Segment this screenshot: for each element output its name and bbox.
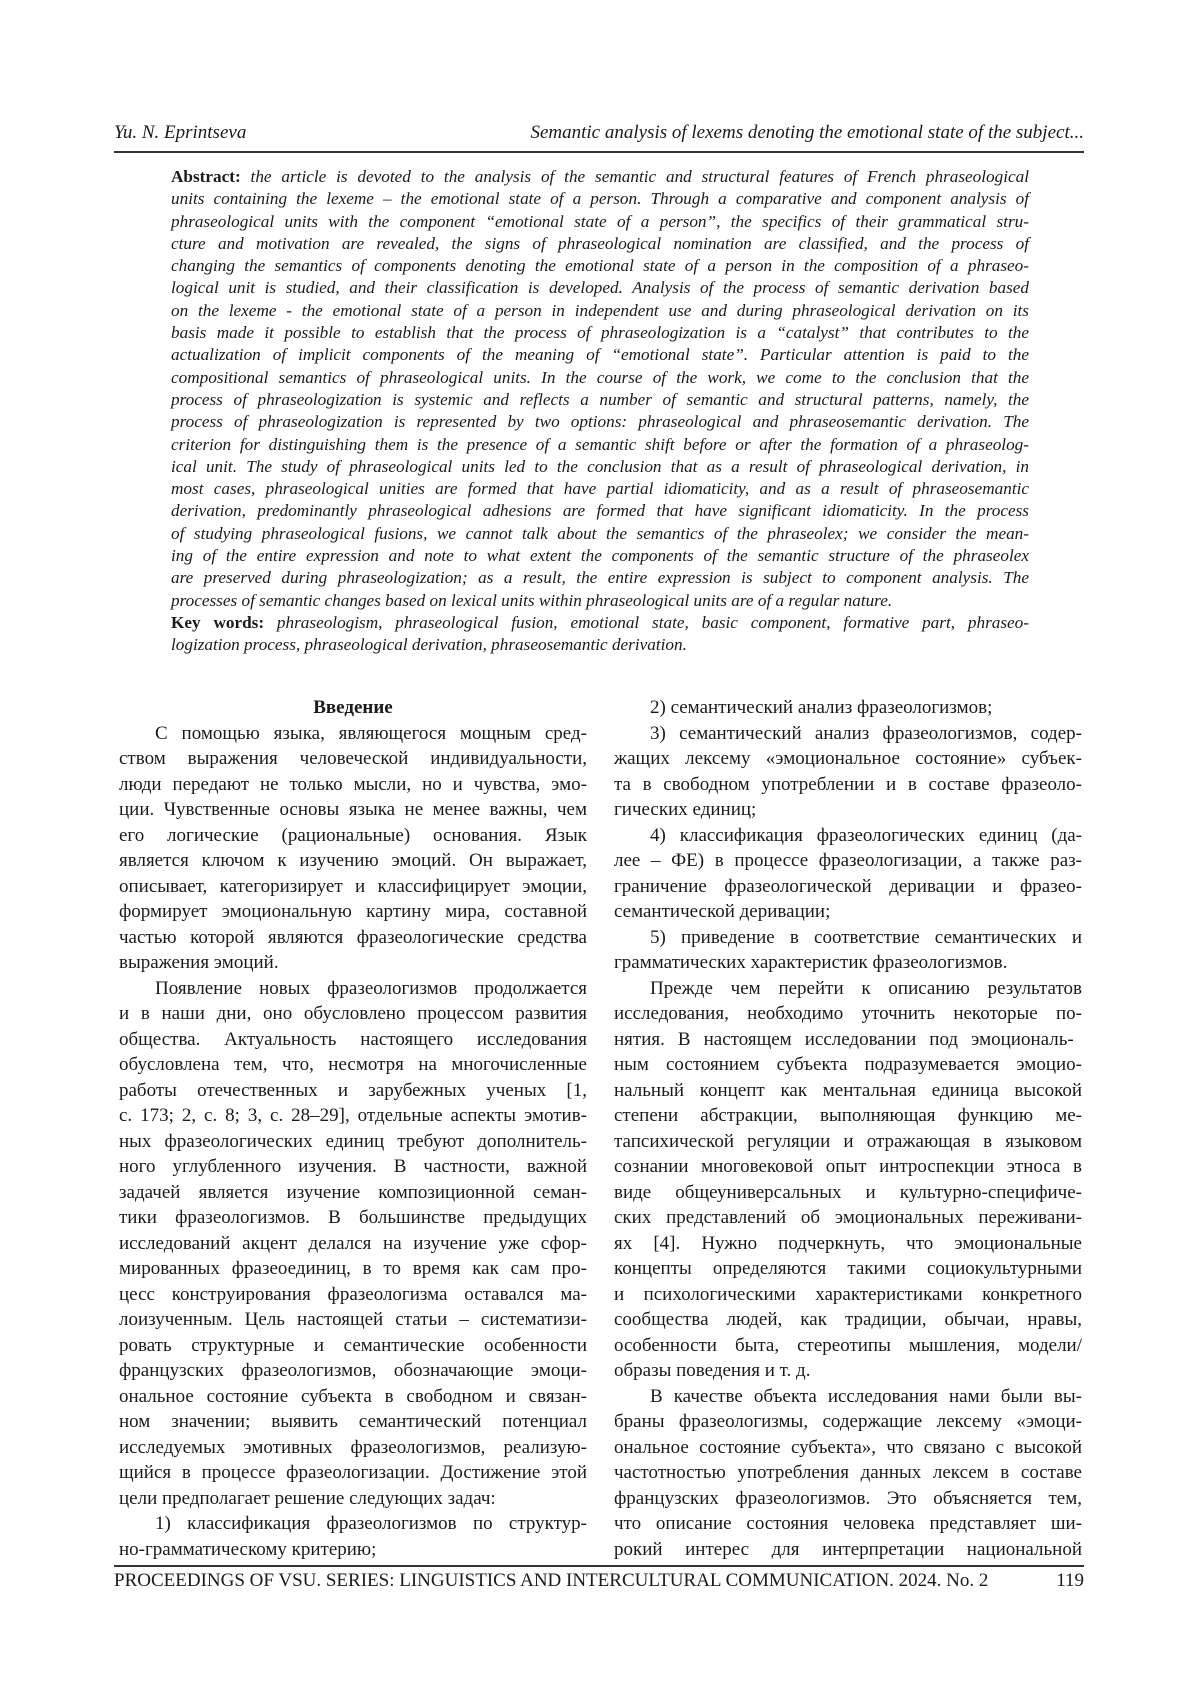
line-text: что описание состояния человека представляет ши-: [614, 1513, 1082, 1534]
keywords-line: [171, 612, 1029, 634]
line-text: и психологическими характеристиками конкретного: [614, 1284, 1082, 1305]
abstract-line: [171, 300, 1029, 322]
line-text: образы поведения и т. д.: [614, 1360, 810, 1381]
abstract-line: [171, 211, 1029, 233]
paragraph-line: [614, 695, 1082, 721]
paragraph-line: [119, 721, 587, 747]
line-text: степени абстракции, выполняющая функцию ме-: [614, 1105, 1082, 1126]
abstract-line: [171, 344, 1029, 366]
paragraph-line: [119, 797, 587, 823]
line-text: phraseologism, phraseological fusion, emotional state, basic component, formative part, phraseo-: [277, 613, 1029, 632]
line-text: его логические (рациональные) основания. Язык: [119, 825, 587, 846]
running-head-author: Yu. N. Eprintseva: [114, 122, 246, 144]
line-text: ровать структурные и семантические особенности: [119, 1335, 587, 1356]
paragraph-line: [614, 1537, 1082, 1563]
line-text: В качестве объекта исследования нами были вы-: [650, 1386, 1082, 1407]
line-text: исследуемых эмотивных фразеологизмов, реализую-: [119, 1437, 587, 1458]
line-text: описывает, категоризирует и классифицирует эмоции,: [119, 876, 587, 897]
label: Abstract:: [171, 167, 241, 186]
paragraph-line: [119, 1129, 587, 1155]
line-text: ональное состояние субъекта в свободном и связан-: [119, 1386, 587, 1407]
line-text: ции. Чувственные основы языка не менее важны, чем: [119, 799, 587, 820]
paragraph-line: [119, 874, 587, 900]
abstract-line: [171, 188, 1029, 210]
paragraph-line: [119, 1154, 587, 1180]
paragraph-line: [614, 1154, 1082, 1180]
abstract-line: [171, 233, 1029, 255]
abstract-line: [171, 277, 1029, 299]
paragraph-line: [614, 1256, 1082, 1282]
line-text: исследования, необходимо уточнить некоторые по-: [614, 1003, 1082, 1024]
line-text: тики фразеологизмов. В большинстве предыдущих: [119, 1207, 587, 1228]
line-text: units containing the lexeme – the emotional state of a person. Through a comparative and component analysis of: [171, 189, 1029, 208]
paragraph-line: [119, 1256, 587, 1282]
line-text: logization process, phraseological derivation, phraseosemantic derivation.: [171, 635, 687, 654]
line-text: process of phraseologization is systemic and reflects a number of semantic and structural patterns, namely, the: [171, 390, 1029, 409]
paragraph-line: [119, 1333, 587, 1359]
paragraph-line: [614, 1460, 1082, 1486]
line-text: концепты определяются такими социокультурными: [614, 1258, 1082, 1279]
paragraph-line: [614, 1027, 1082, 1053]
line-text: ном значении; выявить семантический потенциал: [119, 1411, 587, 1432]
line-text: граничение фразеологической деривации и фразео-: [614, 876, 1082, 897]
abstract-line: [171, 434, 1029, 456]
line-text: лее – ФЕ) в процессе фразеологизации, а также раз-: [614, 850, 1082, 871]
line-text: compositional semantics of phraseological units. In the course of the work, we come to the conclusion that the: [171, 368, 1029, 387]
line-text: браны фразеологизмы, содержащие лексему «эмоци-: [614, 1411, 1082, 1432]
line-text: actualization of implicit components of the meaning of “emotional state”. Particular attention is paid to the: [171, 345, 1029, 364]
line-text: basis made it possible to establish that the process of phraseologization is a “catalyst” that contributes to the: [171, 323, 1029, 342]
line-text: и в наши дни, оно обусловлено процессом развития: [119, 1003, 587, 1024]
line-text: ным состоянием субъекта подразумевается эмоцио-: [614, 1054, 1082, 1075]
line-text: changing the semantics of components denoting the emotional state of a person in the composition of a phraseo-: [171, 256, 1029, 275]
line-text: лоизученным. Цель настоящей статьи – систематизи-: [119, 1309, 587, 1330]
abstract-line: [171, 367, 1029, 389]
paragraph-line: [614, 848, 1082, 874]
line-text: are preserved during phraseologization; as a result, the entire expression is subject to component analysis. The: [171, 568, 1029, 587]
abstract-line: [171, 166, 1029, 188]
paragraph-line: [614, 1052, 1082, 1078]
line-text: of studying phraseological fusions, we cannot talk about the semantics of the phraseolex; we consider the mean-: [171, 524, 1029, 543]
line-text: ством выражения человеческой индивидуальности,: [119, 748, 587, 769]
paragraph-line: [614, 1205, 1082, 1231]
line-text: тапсихической регуляции и отражающая в языковом: [614, 1131, 1082, 1152]
paragraph-line: [614, 1358, 1082, 1384]
abstract-line: [171, 500, 1029, 522]
paragraph-line: [119, 1001, 587, 1027]
abstract-line: [171, 456, 1029, 478]
line-text: цели предполагает решение следующих задач:: [119, 1488, 496, 1509]
line-text: частотностью употребления данных лексем в составе: [614, 1462, 1082, 1483]
paragraph-line: [119, 1027, 587, 1053]
line-text: сообщества людей, как традиции, обычаи, нравы,: [614, 1309, 1082, 1330]
line-text: особенности быта, стереотипы мышления, модели/: [614, 1335, 1082, 1356]
paragraph-line: [119, 1282, 587, 1308]
line-text: phraseological units with the component “emotional state of a person”, the specifics of their grammatical stru-: [171, 212, 1029, 231]
line-text: виде общеуниверсальных и культурно-специфиче-: [614, 1182, 1082, 1203]
paragraph-line: [614, 1511, 1082, 1537]
left-column: [119, 695, 587, 1562]
paragraph-line: [119, 1231, 587, 1257]
line-text: грамматических характеристик фразеологизмов.: [614, 952, 1007, 973]
paragraph-line: [119, 1205, 587, 1231]
line-text: формирует эмоциональную картину мира, составной: [119, 901, 587, 922]
paragraph-line: [614, 721, 1082, 747]
abstract-line: [171, 255, 1029, 277]
line-text: ного углубленного изучения. В частности, важной: [119, 1156, 587, 1177]
line-text: Прежде чем перейти к описанию результатов: [650, 978, 1082, 999]
line-text: ях [4]. Нужно подчеркнуть, что эмоциональные: [614, 1233, 1082, 1254]
paragraph-line: [119, 1537, 587, 1563]
section-heading: Введение: [119, 695, 587, 721]
line-text: задачей является изучение композиционной семан-: [119, 1182, 587, 1203]
line-text: criterion for distinguishing them is the presence of a semantic shift before or after the formation of a phraseolog-: [171, 435, 1029, 454]
paragraph-line: [119, 1052, 587, 1078]
paragraph-line: [614, 1129, 1082, 1155]
abstract-line: [171, 478, 1029, 500]
paragraph-line: [119, 1460, 587, 1486]
abstract-line: [171, 322, 1029, 344]
line-text: cture and motivation are revealed, the signs of phraseological nomination are classified, and the process of: [171, 234, 1029, 253]
line-text: Появление новых фразеологизмов продолжается: [155, 978, 587, 999]
paragraph-line: [614, 1307, 1082, 1333]
line-text: most cases, phraseological unities are formed that have partial idiomaticity, and as a result of phraseosemantic: [171, 479, 1029, 498]
line-text: общества. Актуальность настоящего исследования: [119, 1029, 587, 1050]
line-text: выражения эмоций.: [119, 952, 279, 973]
line-text: derivation, predominantly phraseological adhesions are formed that have significant idiomaticity. In the process: [171, 501, 1029, 520]
line-text: process of phraseologization is represented by two options: phraseological and phraseosemantic derivation. The: [171, 412, 1029, 431]
line-text: обусловлена тем, что, несмотря на многочисленные: [119, 1054, 587, 1075]
line-text: С помощью языка, являющегося мощным сред-: [155, 723, 587, 744]
line-text: исследований акцент делался на изучение уже сфор-: [119, 1233, 587, 1254]
paragraph-line: [614, 746, 1082, 772]
line-text: ональное состояние субъекта», что связано с высокой: [614, 1437, 1082, 1458]
paragraph-line: [614, 1282, 1082, 1308]
paragraph-line: [119, 1078, 587, 1104]
line-text: processes of semantic changes based on lexical units within phraseological units are of a regular nature.: [171, 591, 892, 610]
line-text: 5) приведение в соответствие семантических и: [650, 927, 1082, 948]
paragraph-line: [614, 874, 1082, 900]
paragraph-line: [119, 848, 587, 874]
line-text: on the lexeme - the emotional state of a person in independent use and during phraseological derivation on its: [171, 301, 1029, 320]
line-text: нятия. В настоящем исследовании под эмоциональ-: [614, 1029, 1074, 1050]
paragraph-line: [119, 823, 587, 849]
paragraph-line: [614, 950, 1082, 976]
line-text: жащих лексему «эмоциональное состояние» субъек-: [614, 748, 1082, 769]
line-text: 4) классификация фразеологических единиц (да-: [650, 825, 1082, 846]
paragraph-line: [119, 925, 587, 951]
line-text: французских фразеологизмов, обозначающие эмоци-: [119, 1360, 587, 1381]
paragraph-line: [119, 1409, 587, 1435]
paragraph-line: [119, 1486, 587, 1512]
paragraph-line: [614, 925, 1082, 951]
paragraph-line: [614, 797, 1082, 823]
paragraph-line: [614, 1231, 1082, 1257]
line-text: та в свободном употреблении и в составе фразеоло-: [614, 774, 1082, 795]
line-text: щийся в процессе фразеологизации. Достижение этой: [119, 1462, 587, 1483]
paragraph-line: [614, 1384, 1082, 1410]
abstract-line: [171, 545, 1029, 567]
line-text: ных фразеологических единиц требуют дополнитель-: [119, 1131, 587, 1152]
line-text: работы отечественных и зарубежных ученых [1,: [119, 1080, 587, 1101]
line-text: logical unit is studied, and their classification is developed. Analysis of the process of semantic derivation based: [171, 278, 1029, 297]
paragraph-line: [614, 1333, 1082, 1359]
paragraph-line: [119, 950, 587, 976]
abstract-line: [171, 567, 1029, 589]
line-text: сознании многовековой опыт интроспекции этноса в: [614, 1156, 1082, 1177]
paragraph-line: [119, 1358, 587, 1384]
paragraph-line: [119, 746, 587, 772]
line-text: частью которой являются фразеологические средства: [119, 927, 587, 948]
line-text: люди передают не только мысли, но и чувства, эмо-: [119, 774, 587, 795]
line-text: ing of the entire expression and note to what extent the components of the semantic structure of the phraseolex: [171, 546, 1029, 565]
paragraph-line: [614, 899, 1082, 925]
abstract-line: [171, 523, 1029, 545]
line-text: 3) семантический анализ фразеологизмов, содер-: [650, 723, 1082, 744]
paragraph-line: [614, 1001, 1082, 1027]
paragraph-line: [119, 1435, 587, 1461]
line-text: нальный концепт как ментальная единица высокой: [614, 1080, 1082, 1101]
running-head: [114, 122, 1084, 146]
journal-title: PROCEEDINGS OF VSU. SERIES: LINGUISTICS AND INTERCULTURAL COMMUNICATION. 2024. No. 2: [114, 1570, 988, 1592]
line-text: семантической деривации;: [614, 901, 830, 922]
paragraph-line: [614, 1078, 1082, 1104]
abstract-line: [171, 590, 1029, 612]
paragraph-line: [614, 1435, 1082, 1461]
line-text: с. 173; 2, с. 8; 3, с. 28–29], отдельные аспекты эмотив-: [119, 1105, 587, 1126]
running-head-title: Semantic analysis of lexems denoting the emotional state of the subject...: [530, 122, 1084, 144]
line-text: но-грамматическому критерию;: [119, 1539, 376, 1560]
abstract-line: [171, 411, 1029, 433]
paragraph-line: [119, 976, 587, 1002]
right-column: [614, 695, 1082, 1562]
paragraph-line: [614, 1486, 1082, 1512]
line-text: мированных фразеоединиц, в то время как сам про-: [119, 1258, 587, 1279]
paragraph-line: [119, 1103, 587, 1129]
paragraph-line: [614, 1103, 1082, 1129]
paragraph-line: [614, 1409, 1082, 1435]
line-text: 2) семантический анализ фразеологизмов;: [650, 697, 992, 718]
paragraph-line: [614, 1180, 1082, 1206]
line-text: французских фразеологизмов. Это объясняется тем,: [614, 1488, 1082, 1509]
line-text: ical unit. The study of phraseological units led to the conclusion that as a result of phraseological derivation, in: [171, 457, 1029, 476]
abstract-line: [171, 389, 1029, 411]
paragraph-line: [119, 899, 587, 925]
line-text: ских представлений об эмоциональных переживани-: [614, 1207, 1082, 1228]
paragraph-line: [119, 1384, 587, 1410]
header-rule: [114, 151, 1084, 153]
paragraph-line: [614, 772, 1082, 798]
paragraph-line: [119, 1511, 587, 1537]
label: Key words:: [171, 613, 264, 632]
line-text: гических единиц;: [614, 799, 756, 820]
line-text: цесс конструирования фразеологизма оставался ма-: [119, 1284, 587, 1305]
paragraph-line: [119, 1180, 587, 1206]
footer-rule: [114, 1565, 1084, 1567]
paragraph-line: [614, 823, 1082, 849]
line-text: является ключом к изучению эмоций. Он выражает,: [119, 850, 587, 871]
line-text: рокий интерес для интерпретации национальной: [614, 1539, 1082, 1560]
page-number: 119: [1056, 1570, 1084, 1592]
keywords-line: [171, 634, 1029, 656]
paragraph-line: [614, 976, 1082, 1002]
abstract-block: [171, 166, 1029, 657]
line-text: 1) классификация фразеологизмов по структур-: [155, 1513, 587, 1534]
line-text: the article is devoted to the analysis of the semantic and structural features of French phraseological: [251, 167, 1029, 186]
paragraph-line: [119, 1307, 587, 1333]
paragraph-line: [119, 772, 587, 798]
